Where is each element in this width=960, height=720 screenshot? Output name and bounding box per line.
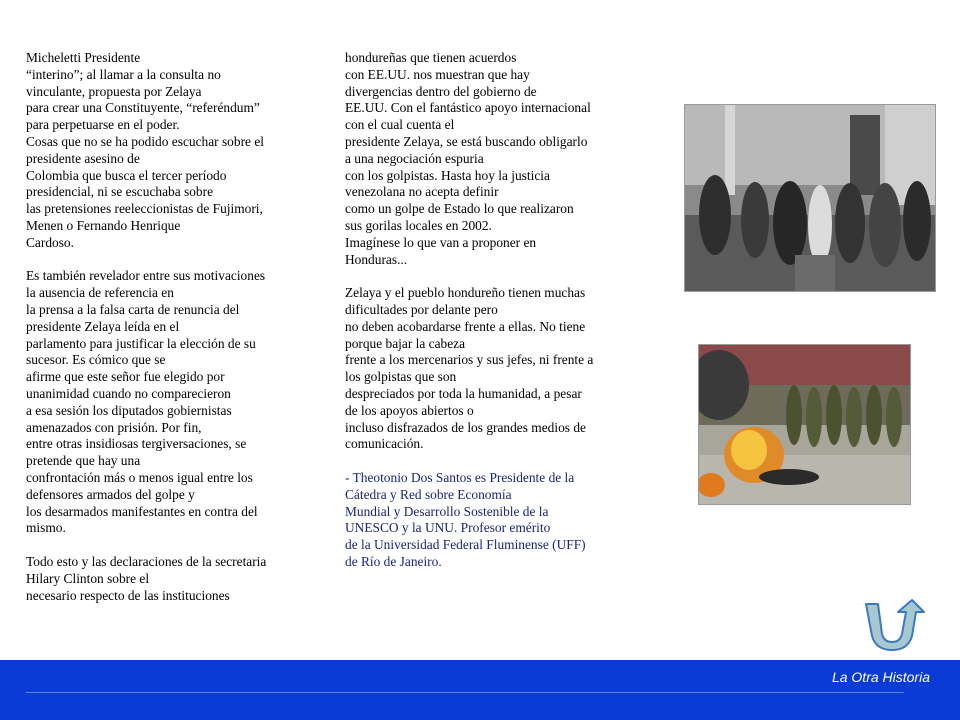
text-line: incluso disfrazados de los grandes medios de [345,419,586,435]
footer-title: La Otra Historia [831,669,930,685]
text-line: mismo. [26,520,66,536]
text-line: dificultades por delante pero [345,301,498,317]
text-line: confrontación más o menos igual entre los [26,469,253,485]
text-line: Honduras... [345,251,408,267]
text-line: Hilary Clinton sobre el [26,570,150,586]
article-left-column [26,50,326,604]
text-line: Es también revelador entre sus motivaciones [26,268,266,284]
text-line: EE.UU. Con el fantástico apoyo internacional [345,100,591,116]
text-line: sucesor. Es cómico que se [26,352,166,368]
paragraph [26,50,326,252]
paragraph [26,268,326,537]
return-button[interactable] [862,598,928,652]
protest-crowd-photo [684,104,936,292]
text-line: las pretensiones reeleccionistas de Fujimori, [26,201,263,217]
u-turn-return-arrow-icon [862,598,928,652]
text-line: la prensa a la falsa carta de renuncia del [26,301,240,317]
text-line: vinculante, propuesta por Zelaya [26,83,202,99]
text-line: presidente Zelaya leída en el [26,318,180,334]
footer-divider [26,692,904,693]
text-line: no deben acobardarse frente a ellas. No tiene [345,318,586,334]
text-line: sus gorilas locales en 2002. [345,217,492,233]
paragraph-spacer [345,268,635,285]
text-line: amenazados con prisión. Por fin, [26,419,202,435]
text-line: porque bajar la cabeza [345,335,466,351]
text-line: para crear una Constituyente, “referéndum” [26,100,260,116]
text-line: la ausencia de referencia en [26,285,174,301]
text-line: - Theotonio Dos Santos es Presidente de la [345,469,575,485]
text-line: a una negociación espuria [345,150,484,166]
text-line: Colombia que busca el tercer período [26,167,227,183]
article-right-column [345,50,635,571]
paragraph [345,285,635,453]
paragraph-spacer [26,252,326,269]
footer-bar [0,660,960,720]
text-line: presidencial, ni se escuchaba sobre [26,184,214,200]
paragraph-spacer [26,537,326,554]
text-line: de la Universidad Federal Fluminense (UFF) [345,537,586,553]
protest-crowd-image [685,105,935,291]
text-line: entre otras insidiosas tergiversaciones, se [26,436,247,452]
paragraph [26,554,326,604]
text-line: Cardoso. [26,234,74,250]
text-line: a esa sesión los diputados gobiernistas [26,402,232,418]
text-line: frente a los mercenarios y sus jefes, ni frente a [345,352,594,368]
text-line: Cosas que no se ha podido escuchar sobre el [26,133,264,149]
text-line: despreciados por toda la humanidad, a pesar [345,385,582,401]
text-line: con los golpistas. Hasta hoy la justicia [345,167,550,183]
text-line: venezolana no acepta definir [345,184,499,200]
text-line: necesario respecto de las instituciones [26,587,230,603]
text-line: unanimidad cuando no comparecieron [26,385,231,401]
text-line: presidente Zelaya, se está buscando obligarlo [345,133,588,149]
text-line: Todo esto y las declaraciones de la secretaria [26,553,267,569]
text-line: pretende que hay una [26,453,141,469]
text-line: “interino”; al llamar a la consulta no [26,66,221,82]
text-line: Mundial y Desarrollo Sostenible de la [345,503,549,519]
text-line: comunicación. [345,436,424,452]
text-line: parlamento para justificar la elección de su [26,335,256,351]
text-line: como un golpe de Estado lo que realizaron [345,201,574,217]
text-line: UNESCO y la UNU. Profesor emérito [345,520,551,536]
text-line: los golpistas que son [345,369,457,385]
text-line: afirme que este señor fue elegido por [26,369,225,385]
author-signature [345,470,635,571]
text-line: de Río de Janeiro. [345,553,442,569]
text-line: Imagínese lo que van a proponer en [345,234,537,250]
paragraph-spacer [345,453,635,470]
paragraph [345,50,635,268]
text-line: Zelaya y el pueblo hondureño tienen muchas [345,285,586,301]
text-line: presidente asesino de [26,150,140,166]
text-line: Menen o Fernando Henrique [26,217,181,233]
burning-barricade-image [699,345,910,504]
text-line: Micheletti Presidente [26,50,141,65]
text-line: de los apoyos abiertos o [345,402,474,418]
burning-barricade-photo [698,344,911,505]
text-line: divergencias dentro del gobierno de [345,83,537,99]
text-line: para perpetuarse en el poder. [26,117,180,133]
text-line: hondureñas que tienen acuerdos [345,50,517,65]
text-line: con el cual cuenta el [345,117,455,133]
text-line: con EE.UU. nos muestran que hay [345,66,530,82]
text-line: defensores armados del golpe y [26,486,195,502]
text-line: los desarmados manifestantes en contra del [26,503,258,519]
text-line: Cátedra y Red sobre Economía [345,486,512,502]
